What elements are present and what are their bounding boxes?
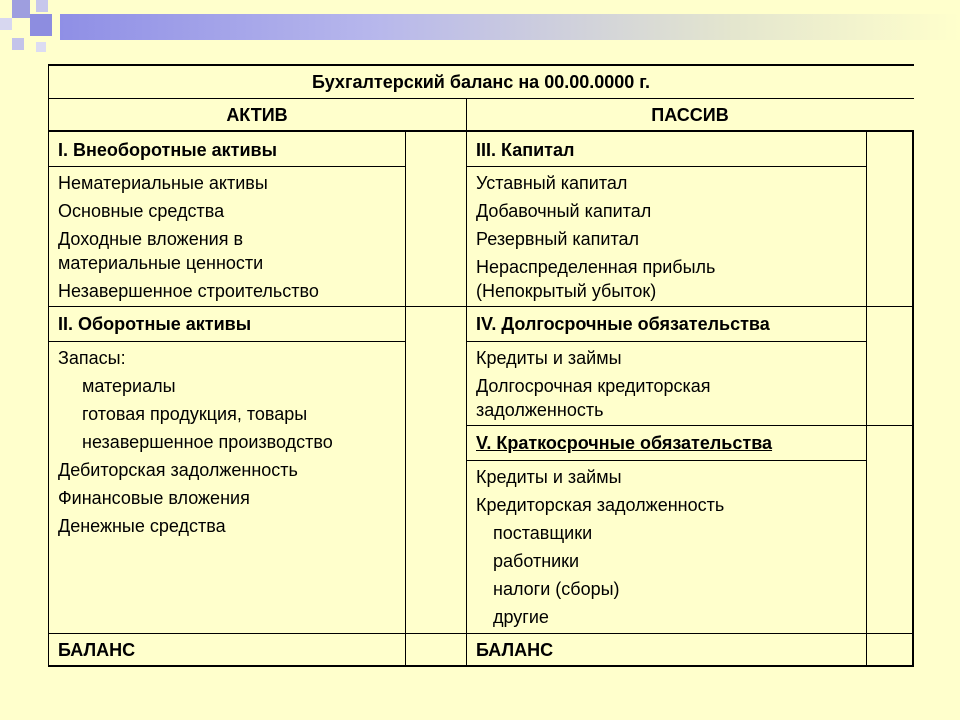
list-item: работники — [493, 551, 580, 571]
list-item: Денежные средства — [58, 516, 226, 536]
balance-title: Бухгалтерский баланс на 00.00.0000 г. — [312, 72, 650, 92]
list-item: материалы — [82, 376, 176, 396]
list-item: Долгосрочная кредиторская — [476, 376, 711, 396]
list-item: задолженность — [476, 400, 604, 420]
list-item: Запасы: — [58, 348, 126, 368]
list-item: Нематериальные активы — [58, 173, 268, 193]
list-item: Финансовые вложения — [58, 488, 250, 508]
list-item: (Непокрытый убыток) — [476, 281, 657, 301]
list-item: Нераспределенная прибыль — [476, 257, 716, 277]
section-5-title: V. Краткосрочные обязательства — [476, 433, 773, 453]
list-item: Кредиты и займы — [476, 348, 622, 368]
list-item: Доходные вложения в — [58, 229, 244, 249]
section-3-title: III. Капитал — [476, 140, 575, 160]
list-item: Дебиторская задолженность — [58, 460, 298, 480]
slide-header-decoration — [0, 0, 960, 60]
passive-total: БАЛАНС — [476, 640, 554, 660]
list-item: налоги (сборы) — [493, 579, 620, 599]
list-item: Кредиты и займы — [476, 467, 622, 487]
list-item: Резервный капитал — [476, 229, 640, 249]
list-item: готовая продукция, товары — [82, 404, 308, 424]
list-item: другие — [493, 607, 549, 627]
list-item: Незавершенное строительство — [58, 281, 319, 301]
list-item: Основные средства — [58, 201, 225, 221]
active-header: АКТИВ — [226, 105, 288, 125]
list-item: Добавочный капитал — [476, 201, 652, 221]
list-item: Уставный капитал — [476, 173, 628, 193]
list-item: незавершенное производство — [82, 432, 333, 452]
section-4-title: IV. Долгосрочные обязательства — [476, 314, 770, 334]
section-1-title: I. Внеоборотные активы — [58, 140, 277, 160]
header-gradient-bar — [60, 14, 960, 40]
list-item: материальные ценности — [58, 253, 264, 273]
section-2-title: II. Оборотные активы — [58, 314, 252, 334]
passive-header: ПАССИВ — [651, 105, 729, 125]
list-item: Кредиторская задолженность — [476, 495, 725, 515]
list-item: поставщики — [493, 523, 593, 543]
active-total: БАЛАНС — [58, 640, 136, 660]
